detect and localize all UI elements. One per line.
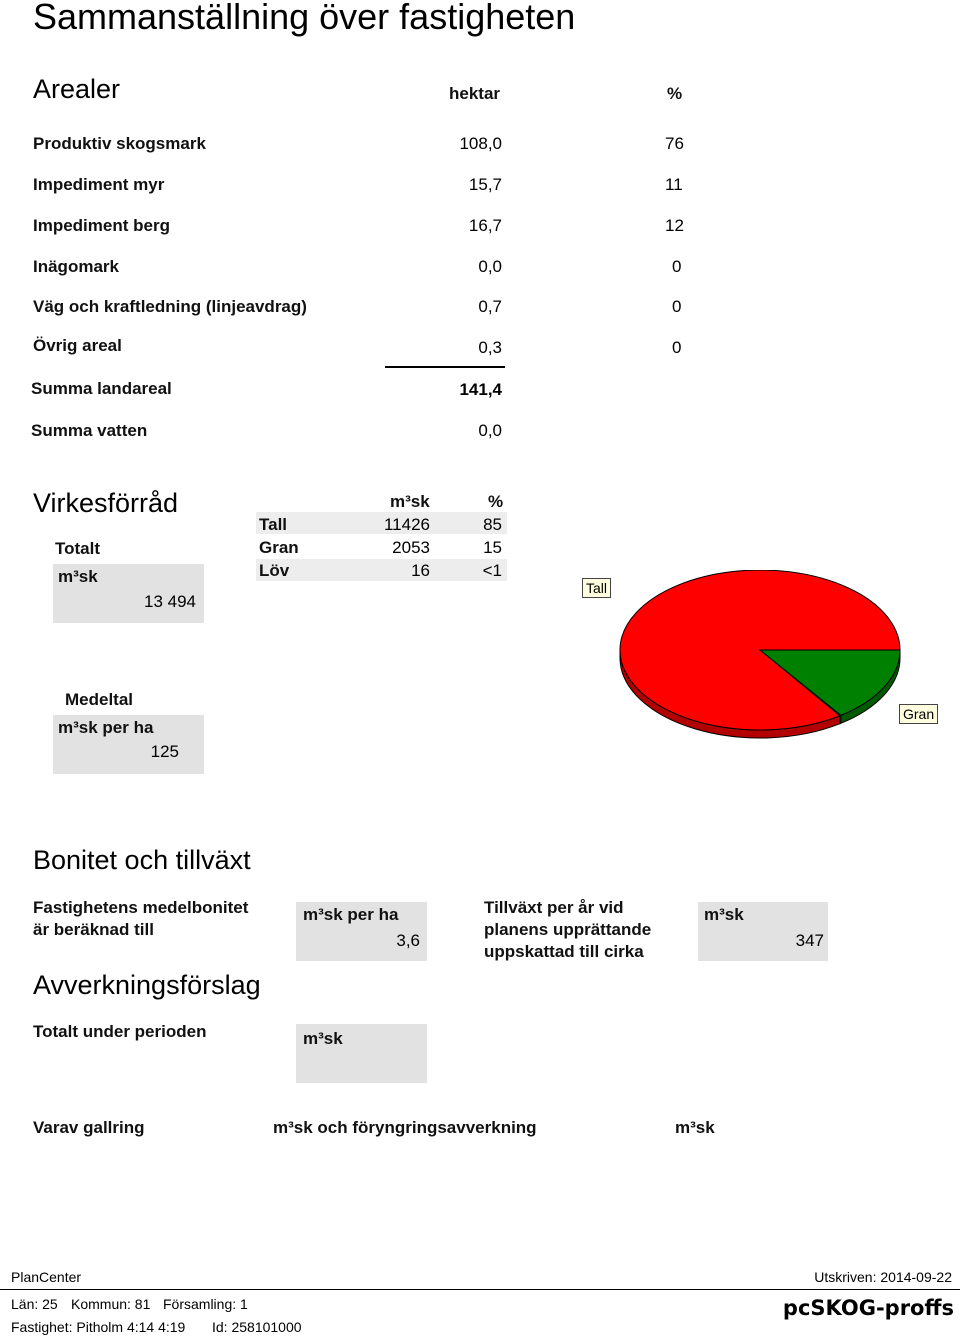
- tillvaxt-label-2: planens upprättande: [484, 920, 652, 939]
- varav-unit-2: m³sk: [675, 1118, 715, 1137]
- medeltal-value: 125: [150, 742, 179, 761]
- pie-label-gran: Gran: [899, 704, 938, 724]
- areal-hektar: 0,7: [478, 297, 502, 316]
- medeltal-label: Medeltal: [65, 690, 134, 709]
- species-pct: 15: [483, 538, 502, 557]
- avverkning-totalt-label: Totalt under perioden: [33, 1022, 207, 1041]
- summa-vatten-value: 0,0: [478, 421, 502, 440]
- footer-kommun: Kommun: 81: [71, 1296, 151, 1312]
- tillvaxt-value: 347: [795, 931, 824, 950]
- pie-slice-side-löv: [840, 715, 841, 723]
- species-pct: 85: [483, 515, 502, 534]
- avverkning-totalt-box: [296, 1024, 427, 1083]
- totalt-box: [53, 564, 204, 623]
- totalt-unit: m³sk: [58, 567, 98, 586]
- varav-gallring-label: Varav gallring: [33, 1118, 145, 1137]
- medeltal-box: [53, 715, 204, 774]
- summa-vatten-label: Summa vatten: [31, 421, 148, 440]
- species-name: Tall: [259, 515, 288, 534]
- medelbonitet-value: 3,6: [396, 931, 420, 950]
- sum-divider: [385, 366, 505, 368]
- species-m3sk: 2053: [392, 538, 430, 557]
- avverkning-heading: Avverkningsförslag: [33, 970, 261, 1000]
- page-title: Sammanställning över fastigheten: [33, 0, 576, 37]
- areal-label: Övrig areal: [33, 336, 122, 355]
- areal-pct: 0: [672, 338, 682, 357]
- areal-label: Impediment myr: [33, 175, 165, 194]
- areal-pct: 76: [665, 134, 684, 153]
- areal-hektar: 108,0: [459, 134, 502, 153]
- footer-forsamling: Församling: 1: [163, 1296, 248, 1312]
- summa-landareal-value: 141,4: [459, 380, 502, 399]
- species-pie-chart: [580, 570, 950, 750]
- areal-pct: 11: [665, 175, 683, 194]
- footer-app: PlanCenter: [11, 1269, 82, 1285]
- col-pct: %: [667, 84, 683, 103]
- areal-hektar: 15,7: [468, 175, 502, 194]
- areal-label: Väg och kraftledning (linjeavdrag): [33, 297, 307, 316]
- avverkning-totalt-unit: m³sk: [303, 1029, 343, 1048]
- species-row-bg: [256, 559, 507, 581]
- areal-hektar: 0,3: [478, 338, 502, 357]
- areal-hektar: 16,7: [468, 216, 502, 235]
- medelbonitet-box: [296, 902, 427, 961]
- areal-pct: 12: [665, 216, 684, 235]
- tillvaxt-label-1: Tillväxt per år vid: [484, 898, 624, 917]
- medelbonitet-label-1: Fastighetens medelbonitet: [33, 898, 249, 917]
- areal-pct: 0: [672, 257, 682, 276]
- totalt-value: 13 494: [144, 592, 196, 611]
- footer-divider: [0, 1289, 960, 1290]
- tillvaxt-unit: m³sk: [704, 905, 744, 924]
- areal-pct: 0: [672, 297, 682, 316]
- tillvaxt-box: [698, 902, 828, 961]
- arealer-heading: Arealer: [33, 74, 121, 104]
- footer-lan: Län: 25: [11, 1296, 58, 1312]
- footer-utskriven: Utskriven: 2014-09-22: [814, 1269, 952, 1285]
- medeltal-unit: m³sk per ha: [58, 718, 154, 737]
- areal-label: Inägomark: [33, 257, 119, 276]
- summa-landareal-label: Summa landareal: [31, 379, 172, 398]
- footer-id: Id: 258101000: [212, 1319, 302, 1335]
- species-name: Löv: [259, 561, 290, 580]
- species-m3sk: 11426: [383, 515, 430, 534]
- areal-label: Produktiv skogsmark: [33, 134, 206, 153]
- bonitet-heading: Bonitet och tillväxt: [33, 845, 251, 875]
- areal-label: Impediment berg: [33, 216, 170, 235]
- totalt-label: Totalt: [55, 539, 101, 558]
- tillvaxt-label-3: uppskattad till cirka: [484, 942, 644, 961]
- species-col-unit: m³sk: [390, 492, 430, 511]
- pcskog-logo: pcSKOG-proffs: [782, 1296, 954, 1320]
- species-pct: <1: [482, 561, 502, 580]
- areal-hektar: 0,0: [478, 257, 502, 276]
- footer-fastighet: Fastighet: Pitholm 4:14 4:19: [11, 1319, 186, 1335]
- pie-label-tall: Tall: [582, 578, 611, 598]
- medelbonitet-unit: m³sk per ha: [303, 905, 399, 924]
- medelbonitet-label-2: är beräknad till: [33, 920, 154, 939]
- species-m3sk: 16: [411, 561, 430, 580]
- col-hektar: hektar: [449, 84, 501, 103]
- species-row-bg: [256, 512, 507, 534]
- virkesforrad-heading: Virkesförråd: [33, 488, 179, 518]
- species-name: Gran: [259, 538, 299, 557]
- varav-unit: m³sk och föryngringsavverkning: [273, 1118, 537, 1137]
- species-col-pct: %: [488, 492, 504, 511]
